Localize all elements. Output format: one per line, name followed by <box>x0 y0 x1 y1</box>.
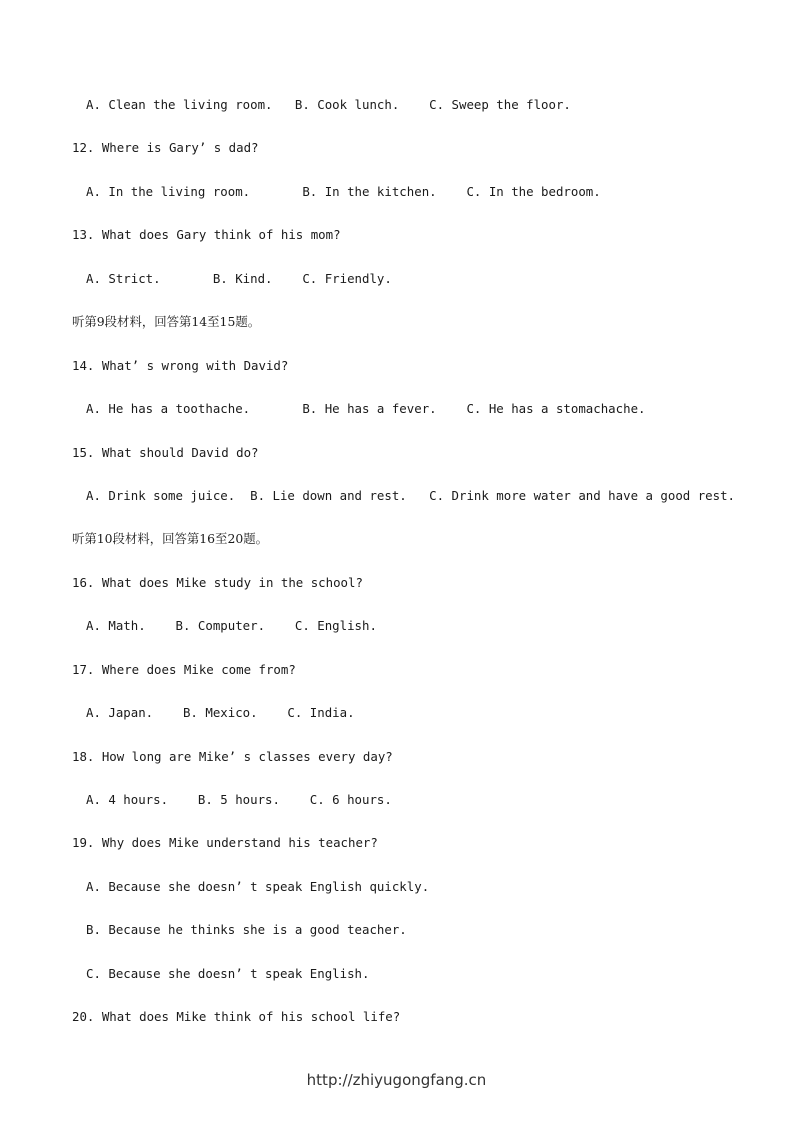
answer-option-q19-c: C. Because she doesn’ t speak English. <box>86 966 370 981</box>
question-15: 15. What should David do? <box>72 445 259 460</box>
answer-options-q16: A. Math. B. Computer. C. English. <box>86 618 377 633</box>
answer-options-q12: A. In the living room. B. In the kitchen. C. In the bedroom. <box>86 184 601 199</box>
section-instruction-10: 听第10段材料，回答第16至20题。 <box>72 531 268 546</box>
answer-option-q19-b: B. Because he thinks she is a good teacher. <box>86 922 407 937</box>
answer-options-q13: A. Strict. B. Kind. C. Friendly. <box>86 271 392 286</box>
question-17: 17. Where does Mike come from? <box>72 662 296 677</box>
answer-options-q11: A. Clean the living room. B. Cook lunch. C. Sweep the floor. <box>86 97 571 112</box>
question-19: 19. Why does Mike understand his teacher? <box>72 835 378 850</box>
question-13: 13. What does Gary think of his mom? <box>72 227 341 242</box>
section-instruction-9: 听第9段材料，回答第14至15题。 <box>72 314 261 329</box>
question-18: 18. How long are Mike’ s classes every day? <box>72 749 393 764</box>
answer-option-q19-a: A. Because she doesn’ t speak English quickly. <box>86 879 430 894</box>
footer-url[interactable]: http://zhiyugongfang.cn <box>306 1071 487 1089</box>
question-12: 12. Where is Gary’ s dad? <box>72 140 259 155</box>
answer-options-q18: A. 4 hours. B. 5 hours. C. 6 hours. <box>86 792 392 807</box>
question-20: 20. What does Mike think of his school life? <box>72 1009 401 1024</box>
question-14: 14. What’ s wrong with David? <box>72 358 289 373</box>
answer-options-q15: A. Drink some juice. B. Lie down and rest. C. Drink more water and have a good rest. <box>86 488 736 503</box>
answer-options-q17: A. Japan. B. Mexico. C. India. <box>86 705 355 720</box>
answer-options-q14: A. He has a toothache. B. He has a fever. C. He has a stomachache. <box>86 401 646 416</box>
question-16: 16. What does Mike study in the school? <box>72 575 363 590</box>
